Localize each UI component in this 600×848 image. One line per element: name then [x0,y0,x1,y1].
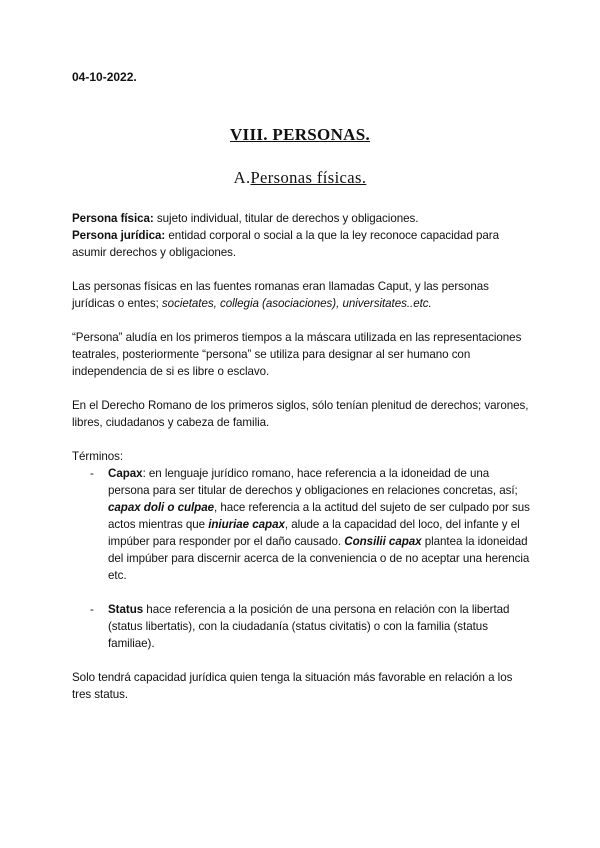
definition-persona-fisica [72,210,532,227]
definition-persona-juridica [72,227,532,261]
definition-term: Persona física: [72,212,154,225]
subsection-title [0,168,600,188]
list-item-capax: - Capax: en lenguaje jurídico romano, hace referencia a la idoneidad de una persona para ser titular de derechos y obligaciones en relaciones concretas, así; capax doli o culpae, hace referencia a la actitud del sujeto de ser culpado por sus actos mientras que iniuriae capax, alude a la capacidad del loco, del infante y el impúber para responder por el daño causado. Consilii capax plantea la idoneidad del impúber para discernir acerca de la conveniencia o de no aceptar una herencia etc. [90,467,530,582]
paragraph-conclusion: Solo tendrá capacidad jurídica quien tenga la situación más favorable en relación a los tres status. [72,671,513,701]
paragraph-persona-origin: “Persona” aludía en los primeros tiempos a la máscara utilizada en las representaciones teatrales, posteriormente “persona” se utiliza para designar al ser humano con independencia de si es libre o esclavo. [72,331,522,378]
terms-heading: Términos: [72,450,124,463]
definition-text: sujeto individual, titular de derechos y obligaciones. [153,212,419,225]
definition-text: entidad corporal o social a la que la ley reconoce capacidad para asumir derechos y obligaciones. [72,229,500,259]
paragraph-early-rights: En el Derecho Romano de los primeros siglos, sólo tenían plenitud de derechos; varones, libres, ciudadanos y cabeza de familia. [72,399,529,429]
italic-latin-terms: societates, collegia (asociaciones), universitates..etc. [161,297,432,310]
definition-term: Persona jurídica: [72,229,166,242]
document-date: 04-10-2022. [72,70,137,84]
section-title: VIII. PERSONAS. [229,125,371,144]
list-dash: - [90,467,94,480]
terms-list [72,465,532,652]
document-body [72,210,532,703]
list-dash: - [90,603,94,616]
subsection-text: Personas físicas. [250,168,367,187]
list-item-status: - Status hace referencia a la posición de una persona en relación con la libertad (status libertatis), con la ciudadanía (status civitatis) o con la familia (status familiae). [90,603,510,650]
subsection-letter: A. [233,168,251,187]
paragraph-caput: Las personas físicas en las fuentes romanas eran llamadas Caput, y las personas jurídicas o entes; societates, collegia (asociaciones), universitates..etc. [72,280,489,310]
